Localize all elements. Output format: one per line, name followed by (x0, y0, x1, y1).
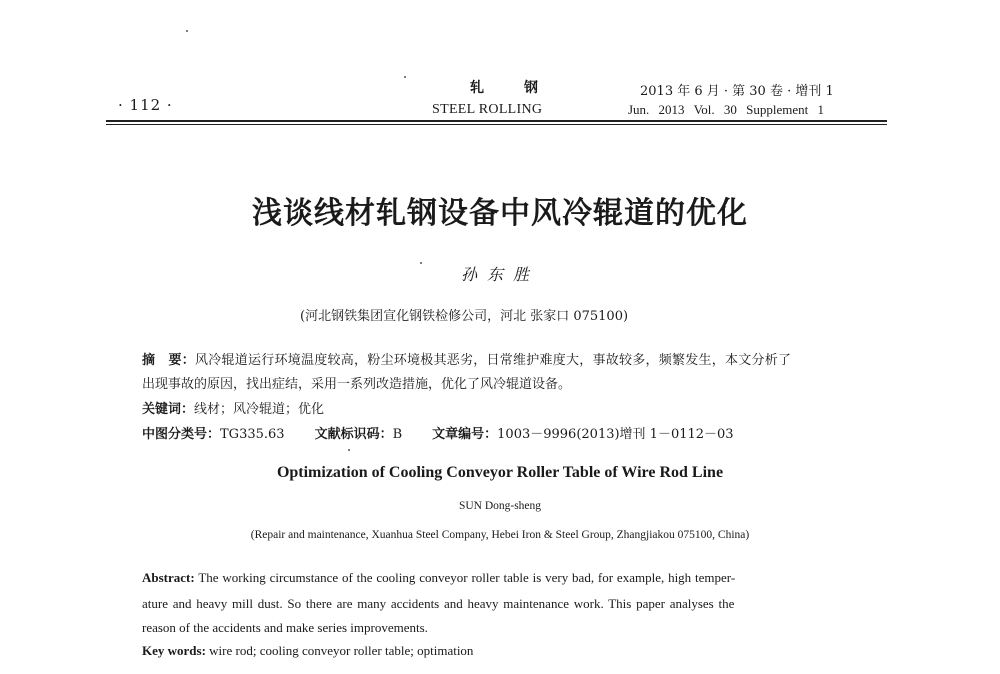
journal-name-cn: 轧钢 (470, 80, 578, 96)
header-rule-thick (106, 120, 887, 122)
clc-value: TG335.63 (220, 427, 285, 442)
keywords-cn-text: 线材；风冷辊道；优化 (194, 402, 325, 417)
doc-code-value: B (392, 427, 403, 442)
article-id-value: 1003－9996(2013)增刊 1－0112－03 (497, 427, 734, 442)
header-rule-thin (106, 124, 887, 125)
abstract-en-label: Abstract: (142, 570, 195, 585)
author-cn: 孙东胜 (460, 265, 539, 284)
journal-name-en: STEEL ROLLING (432, 102, 543, 117)
keywords-en-label: Key words: (142, 643, 206, 658)
abstract-en-line1: The working circumstance of the cooling conveyor roller table is very bad, for example, high temper- (194, 570, 736, 585)
abstract-cn-line2: 出现事故的原因，找出症结，采用一系列改造措施，优化了风冷辊道设备。 (142, 377, 572, 392)
page-number: · 112 · (118, 96, 173, 114)
abstract-cn-label: 摘 要： (142, 353, 196, 368)
scan-speck (420, 262, 422, 264)
scan-speck (186, 30, 188, 32)
keywords-en (142, 643, 473, 659)
keywords-cn-label: 关键词： (142, 402, 195, 417)
affiliation-cn: (河北钢铁集团宣化钢铁检修公司，河北 张家口 075100) (300, 309, 629, 324)
doc-code-label: 文献标识码： (314, 427, 393, 442)
abstract-en-line3: reason of the accidents and make series improvements. (142, 620, 428, 635)
scan-speck (404, 76, 406, 78)
author-en: SUN Dong-sheng (458, 500, 542, 512)
abstract-en (142, 570, 735, 586)
scan-speck (348, 449, 350, 451)
clc-label: 中图分类号： (142, 427, 221, 442)
abstract-cn (142, 349, 791, 368)
issue-info-cn: 2013 年 6 月 · 第 30 卷 · 增刊 1 (640, 84, 834, 99)
affiliation-en: (Repair and maintenance, Xuanhua Steel Company, Hebei Iron & Steel Group, Zhangjiakou 075100, China) (250, 529, 750, 541)
article-title-en: Optimization of Cooling Conveyor Roller Table of Wire Rod Line (276, 464, 724, 481)
article-title-cn: 浅谈线材轧钢设备中风冷辊道的优化 (252, 196, 748, 231)
abstract-cn-line1: 风冷辊道运行环境温度较高，粉尘环境极其恶劣，日常维护难度大，事故较多，频繁发生，本文分析了 (195, 353, 792, 368)
keywords-en-text: wire rod; cooling conveyor roller table; optimation (205, 643, 474, 658)
abstract-en-line2: ature and heavy mill dust. So there are many accidents and heavy maintenance work. This paper analyses the (142, 596, 735, 611)
classification-line (142, 423, 734, 442)
article-id-label: 文章编号： (432, 427, 498, 442)
issue-info-en: Jun. 2013 Vol. 30 Supplement 1 (628, 102, 825, 117)
keywords-cn (142, 398, 324, 417)
